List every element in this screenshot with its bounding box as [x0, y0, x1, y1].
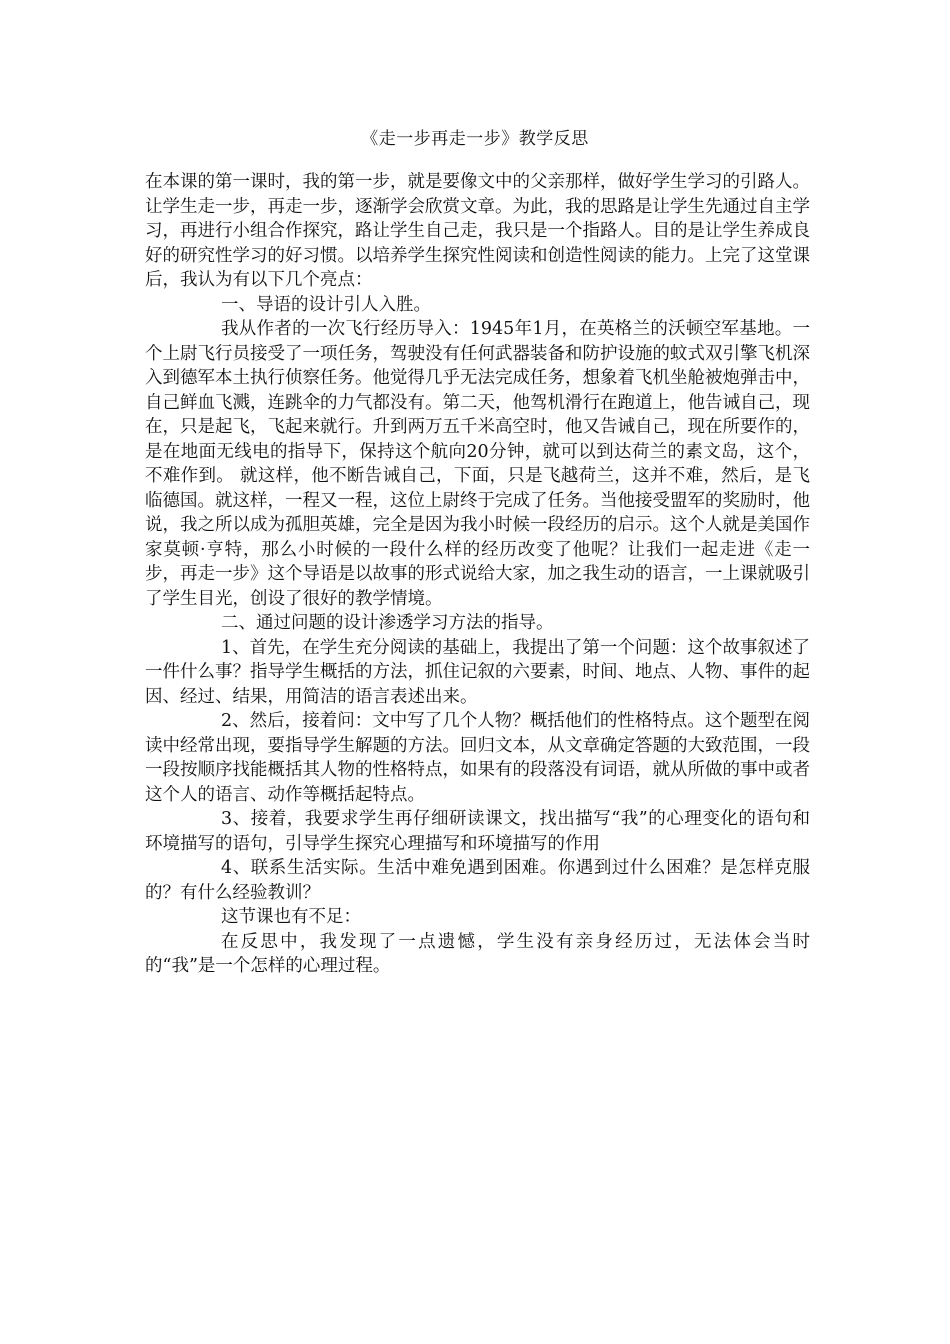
paragraph-lead-story: 我从作者的一次飞行经历导入：1945年1月，在英格兰的沃顿空军基地。一个上尉飞行员接受了一项任务，驾驶没有任何武器装备和防护设施的蚊式双引擎飞机深入到德军本土执行侦察任务。他觉得几乎无法完成任务，想象着飞机坐舱被炮弹击中，自己鲜血飞溅，连跳伞的力气都没有。第二天，他驾机滑行在跑道上，他告诫自己，现在，只是起飞，飞起来就行。升到两万五千米高空时，他又告诫自己，现在所要作的，是在地面无线电的指导下，保持这个航向20分钟，就可以到达荷兰的素文岛，这个，不难作到。 就这样，他不断告诫自己，下面，只是飞越荷兰，这并不难，然后，是飞临德国。就这样，一程又一程，这位上尉终于完成了任务。当他接受盟军的奖励时，他说，我之所以成为孤胆英雄，完全是因为我小时候一段经历的启示。这个人就是美国作家莫顿·亨特，那么小时候的一段什么样的经历改变了他呢？让我们一起走进《走一步，再走一步》这个导语是以故事的形式说给大家，加之我生动的语言，一上课就吸引了学生目光，创设了很好的教学情境。 [145, 319, 810, 609]
paragraph-point-3: 3、接着，我要求学生再仔细研读课文，找出描写“我”的心理变化的语句和环境描写的语句，引导学生探究心理描写和环境描写的作用 [145, 809, 810, 854]
document-body [145, 170, 810, 979]
paragraph-point-1: 1、首先，在学生充分阅读的基础上，我提出了第一个问题：这个故事叙述了一件什么事？指导学生概括的方法，抓住记叙的六要素，时间、地点、人物、事件的起因、经过、结果，用简洁的语言表述出来。 [145, 637, 810, 707]
paragraph-shortcoming-heading: 这节课也有不足： [221, 907, 361, 927]
paragraph-heading-2: 二、通过问题的设计渗透学习方法的指导。 [221, 613, 554, 633]
document-title: 《走一步再走一步》教学反思 [361, 129, 589, 149]
paragraph-point-2: 2、然后，接着问：文中写了几个人物？概括他们的性格特点。这个题型在阅读中经常出现，要指导学生解题的方法。回归文本，从文章确定答题的大致范围，一段一段按顺序找能概括其人物的性格特点，如果有的段落没有词语，就从所做的事中或者这个人的语言、动作等概括起特点。 [145, 711, 810, 805]
paragraph-point-4: 4、联系生活实际。生活中难免遇到困难。你遇到过什么困难？是怎样克服的？有什么经验教训？ [145, 858, 810, 903]
paragraph-heading-1: 一、导语的设计引人入胜。 [221, 294, 431, 315]
paragraph-intro: 在本课的第一课时，我的第一步，就是要像文中的父亲那样，做好学生学习的引路人。让学生走一步，再走一步，逐渐学会欣赏文章。为此，我的思路是让学生先通过自主学习，再进行小组合作探究，路让学生自己走，我只是一个指路人。目的是让学生养成良好的研究性学习的好习惯。以培养学生探究性阅读和创造性阅读的能力。上完了这堂课后，我认为有以下几个亮点： [145, 172, 810, 290]
paragraph-reflection: 在反思中，我发现了一点遗憾，学生没有亲身经历过，无法体会当时的“我”是一个怎样的心理过程。 [145, 931, 810, 976]
